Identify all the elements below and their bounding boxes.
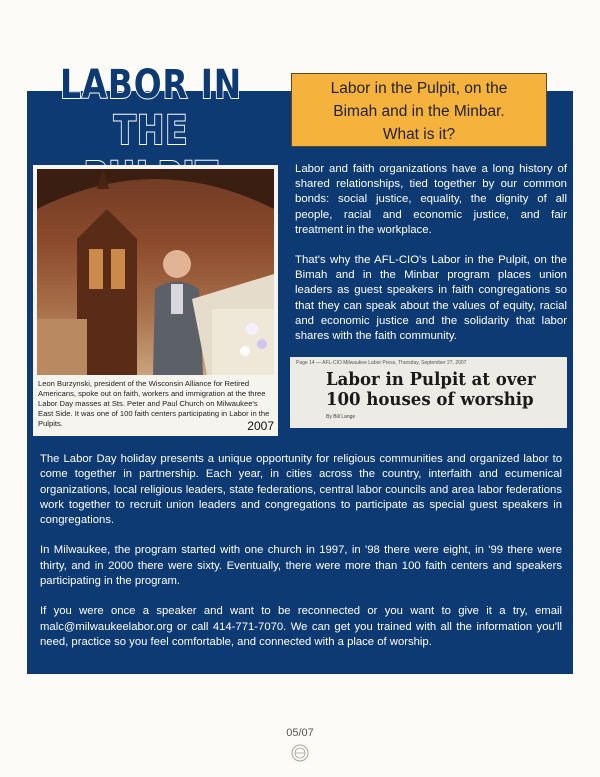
callout-line-3: What is it? (382, 126, 456, 143)
church-altar-illustration (37, 169, 274, 375)
callout-line-1: Labor in the Pulpit, on the (330, 80, 508, 97)
body-text (40, 452, 562, 665)
clipping-headline-line-1: Labor in Pulpit at over (326, 369, 536, 390)
callout-line-2: Bimah and in the Minbar. (333, 103, 505, 120)
photo-card (33, 165, 278, 436)
page-title-line-2: THE (113, 108, 189, 154)
clipping-headline-line-2: 100 houses of worship (326, 389, 534, 410)
union-seal-icon (291, 744, 309, 762)
body-paragraph-1: The Labor Day holiday presents a unique opportunity for religious communities and organized labor to come together in partnership. Each year, in cities across the country, interfaith and ecumenical organizations, local religious leaders, state federations, central labor councils and area labor federations work together to recruit union leaders and congregations to participate as special guest speakers in congregations. (40, 453, 562, 527)
photo-year: 2007 (247, 419, 274, 433)
newspaper-clipping (290, 357, 567, 428)
intro-paragraph-2: That's why the AFL-CIO's Labor in the Pulpit, on the Bimah and in the Minbar program places union leaders as guest speakers in faith congregations so that they can speak about the values of equity, racial and economic justice and the solidarity that labor shares with the faith community. (295, 254, 567, 343)
clipping-headline (326, 370, 536, 410)
church-speaker-photo (37, 169, 274, 375)
photo-caption: Leon Burzynski, president of the Wisconsin Alliance for Retired Americans, spoke out on faith, workers and immigration at the three Labor Day masses at Sts. Peter and Paul Church on Milwaukee's East Side. It was one of 100 faith centers participating in Labor in the Pulpits. (38, 379, 270, 428)
callout-box (291, 73, 547, 147)
page-number: 05/07 (286, 727, 314, 739)
clipping-byline: By Bill Lange (326, 414, 356, 420)
body-paragraph-3: If you were once a speaker and want to be reconnected or you want to give it a try, email malc@milwaukeelabor.org or call 414-771-7070. We can get you trained with all the information you'll need, practice so you feel comfortable, and connected with a place of worship. (40, 605, 562, 648)
intro-paragraph-1: Labor and faith organizations have a long history of shared relationships, tied together by our common bonds: social justice, equality, the dignity of all people, racial and economic justice, and fair treatment in the workplace. (295, 163, 567, 236)
clipping-topline: Page 14 — AFL-CIO Milwaukee Labor Press, Thursday, September 27, 2007 (296, 360, 467, 366)
intro-text (295, 162, 567, 359)
page-title-line-1: LABOR IN (59, 62, 243, 108)
body-paragraph-2: In Milwaukee, the program started with one church in 1997, in '98 there were eight, in '99 there were thirty, and in 2000 there were sixty. Eventually, there were more than 100 faith centers and speakers participating in the program. (40, 544, 562, 588)
